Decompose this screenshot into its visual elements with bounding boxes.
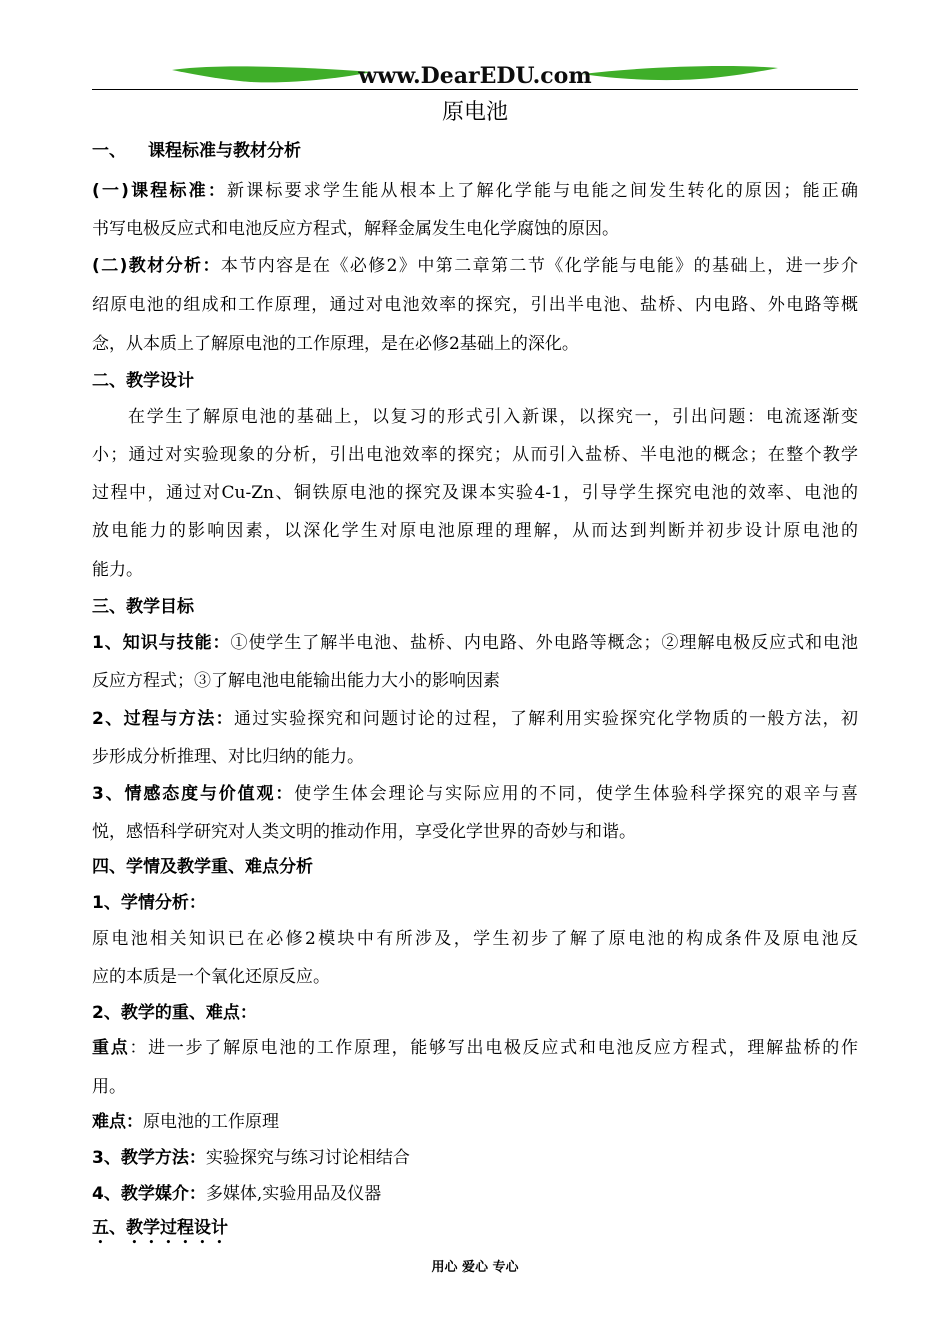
material-label: (二)教材分析：	[92, 256, 221, 276]
section-5-heading: 五、教学过程设计	[92, 1218, 228, 1238]
key-difficult-label: 2、教学的重、难点：	[92, 1003, 257, 1023]
standard-line-2: 书写电极反应式和电池反应方程式，解释金属发生电化学腐蚀的原因。	[92, 219, 619, 239]
difficult-point-line	[92, 1107, 279, 1132]
key-point-line-1	[92, 1033, 858, 1058]
page-footer: 用心 爱心 专心	[431, 1260, 519, 1275]
difficult-point-label: 难点：	[92, 1112, 143, 1132]
design-line-3: 过程中，通过对Cu-Zn、铜铁原电池的探究及课本实验4-1，引导学生探究电池的效率、电池的	[92, 483, 858, 503]
section-1-number: 一、	[92, 141, 126, 161]
key-point-line-2: 用。	[92, 1077, 126, 1097]
material-line-2: 绍原电池的组成和工作原理，通过对电池效率的探究，引出半电池、盐桥、内电路、外电路等概	[92, 295, 858, 315]
design-line-4: 放电能力的影响因素，以深化学生对原电池原理的理解，从而达到判断并初步设计原电池的	[92, 521, 858, 541]
section-3-heading: 三、教学目标	[92, 597, 194, 617]
design-line-1: 在学生了解原电池的基础上，以复习的形式引入新课，以探究一，引出问题：电流逐渐变	[128, 407, 858, 427]
section-4-heading: 四、学情及教学重、难点分析	[92, 857, 313, 877]
material-line-3: 念，从本质上了解原电池的工作原理，是在必修2基础上的深化。	[92, 334, 579, 354]
document-title: 原电池	[441, 100, 508, 125]
goal-2-line-2: 步形成分析推理、对比归纳的能力。	[92, 747, 364, 767]
left-swoosh-graphic	[172, 66, 372, 82]
media-label: 4、教学媒介：	[92, 1184, 206, 1204]
right-swoosh-graphic	[582, 66, 778, 80]
key-point-text-1: ：进一步了解原电池的工作原理，能够写出电极反应式和电池反应方程式，理解盐桥的作	[129, 1038, 858, 1058]
method-text: 实验探究与练习讨论相结合	[205, 1148, 410, 1168]
site-logo-text: www.DearEDU.com	[358, 63, 592, 89]
goal-1-line-1	[92, 628, 858, 653]
goal-3-text-1: 使学生体会理论与实际应用的不同，使学生体验科学探究的艰辛与喜	[294, 784, 858, 804]
standard-line-1	[92, 176, 858, 201]
header-divider	[92, 89, 858, 90]
section-1-title: 课程标准与教材分析	[148, 141, 301, 161]
analysis-line-1: 原电池相关知识已在必修2模块中有所涉及，学生初步了解了原电池的构成条件及原电池反	[92, 929, 858, 949]
design-line-2: 小；通过对实验现象的分析，引出电池效率的探究；从而引入盐桥、半电池的概念；在整个教学	[92, 445, 858, 465]
goal-2-line-1	[92, 704, 858, 729]
goal-3-label: 3、情感态度与价值观：	[92, 784, 295, 804]
goal-3-line-2: 悦，感悟科学研究对人类文明的推动作用，享受化学世界的奇妙与和谐。	[92, 822, 636, 842]
method-line	[92, 1143, 410, 1168]
standard-text-1: 新课标要求学生能从根本上了解化学能与电能之间发生转化的原因；能正确	[227, 181, 858, 201]
analysis-line-2: 应的本质是一个氧化还原反应。	[92, 967, 330, 987]
goal-2-label: 2、过程与方法：	[92, 709, 234, 729]
material-text-1: 本节内容是在《必修2》中第二章第二节《化学能与电能》的基础上，进一步介	[220, 256, 858, 276]
goal-2-text-1: 通过实验探究和问题讨论的过程，了解利用实验探究化学物质的一般方法，初	[233, 709, 858, 729]
analysis-label: 1、学情分析：	[92, 893, 206, 913]
design-line-5: 能力。	[92, 560, 143, 580]
section-1-heading	[92, 136, 301, 161]
standard-label: (一)课程标准：	[92, 181, 228, 201]
media-text: 多媒体,实验用品及仪器	[205, 1184, 382, 1204]
goal-1-line-2: 反应方程式；③了解电池电能输出能力大小的影响因素	[92, 671, 500, 691]
site-header-banner	[172, 58, 778, 92]
difficult-point-text: 原电池的工作原理	[143, 1112, 279, 1132]
material-line-1	[92, 251, 858, 276]
media-line	[92, 1179, 381, 1204]
goal-1-label: 1、知识与技能：	[92, 633, 231, 653]
goal-3-line-1	[92, 779, 858, 804]
key-point-label: 重点	[92, 1038, 130, 1058]
goal-1-text-1: ①使学生了解半电池、盐桥、内电路、外电路等概念；②理解电极反应式和电池	[230, 633, 858, 653]
section-2-heading: 二、教学设计	[92, 371, 194, 391]
method-label: 3、教学方法：	[92, 1148, 206, 1168]
